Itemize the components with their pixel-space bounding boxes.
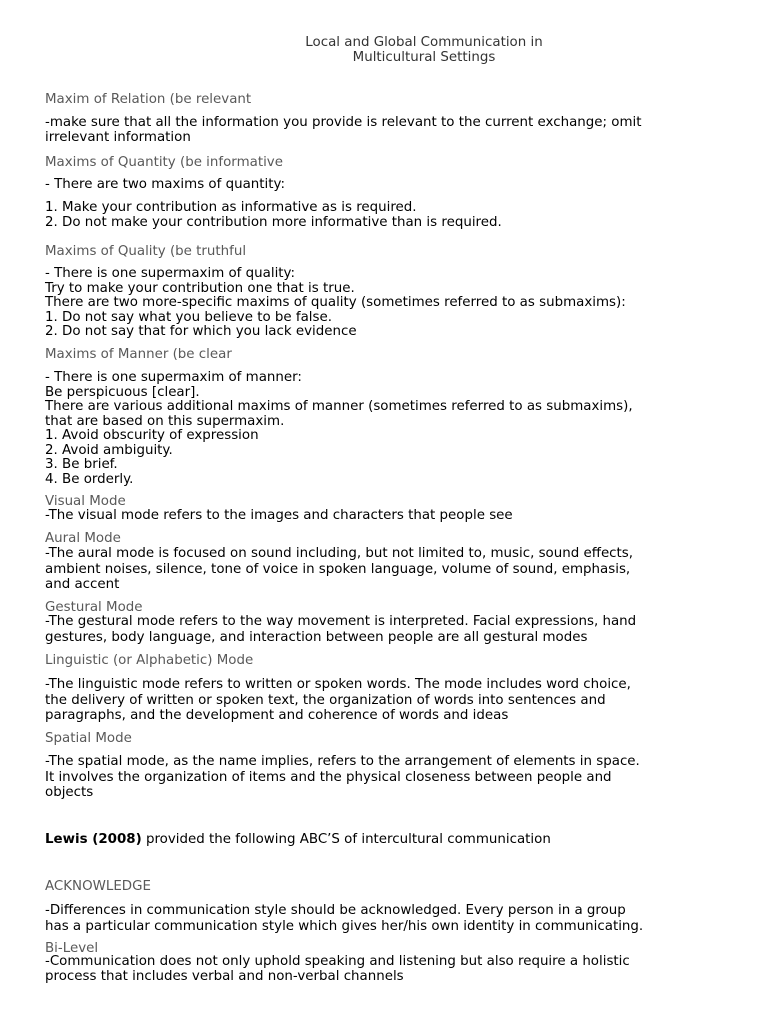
- quantity-line: 1. Make your contribution as informative as is required.: [45, 200, 417, 215]
- manner-line: that are based on this supermaxim.: [45, 413, 285, 429]
- quantity-intro-line: - There are two maxims of quantity:: [45, 177, 285, 192]
- title-line-2: Multicultural Settings: [352, 50, 496, 65]
- bilevel-line: -Communication does not only uphold speaking and listening but also require a holistic: [45, 954, 630, 969]
- manner-line: 1. Avoid obscurity of expression: [45, 428, 259, 443]
- aural-line: ambient noises, silence, tone of voice in spoken language, volume of sound, emphasis,: [45, 561, 631, 577]
- quality-line: Try to make your contribution one that is true.: [45, 280, 355, 296]
- relation-line: -make sure that all the information you provide is relevant to the current exchange; omit: [45, 115, 642, 130]
- page-title: [0, 35, 768, 65]
- acknowledge-line: -Differences in communication style should be acknowledged. Every person in a group: [45, 903, 626, 918]
- aural-text: [45, 546, 633, 593]
- quality-line: - There is one supermaxim of quality:: [45, 266, 296, 281]
- quality-line: 2. Do not say that for which you lack evidence: [45, 324, 357, 339]
- quality-line: There are two more-specific maxims of quality (sometimes referred to as submaxims):: [45, 295, 626, 310]
- spatial-heading: Spatial Mode: [45, 731, 132, 746]
- acknowledge-line: has a particular communication style which gives her/his own identity in communicating.: [45, 918, 644, 934]
- gestural-heading: Gestural Mode: [45, 600, 143, 615]
- quantity-list: [45, 201, 502, 230]
- aural-heading: Aural Mode: [45, 531, 121, 546]
- acknowledge-text: [45, 903, 643, 934]
- visual-line: -The visual mode refers to the images and characters that people see: [45, 508, 513, 523]
- manner-line: 4. Be orderly.: [45, 471, 134, 487]
- aural-line: and accent: [45, 577, 120, 592]
- gestural-line: gestures, body language, and interaction between people are all gestural modes: [45, 629, 588, 645]
- relation-heading: Maxim of Relation (be relevant: [45, 92, 252, 107]
- manner-line: - There is one supermaxim of manner:: [45, 370, 302, 385]
- relation-line: irrelevant information: [45, 129, 191, 145]
- spatial-line: It involves the organization of items and the physical closeness between people and: [45, 769, 612, 785]
- linguistic-line: -The linguistic mode refers to written or spoken words. The mode includes word choice,: [45, 677, 631, 692]
- manner-line: 2. Avoid ambiguity.: [45, 442, 173, 458]
- visual-text: [45, 509, 513, 524]
- linguistic-text: [45, 677, 631, 724]
- linguistic-line: the delivery of written or spoken text, the organization of words into sentences and: [45, 692, 606, 708]
- quantity-intro: [45, 178, 285, 193]
- title-line-1: Local and Global Communication in: [305, 35, 543, 50]
- quality-line: 1. Do not say what you believe to be false.: [45, 309, 332, 325]
- aural-line: -The aural mode is focused on sound including, but not limited to, music, sound effects,: [45, 546, 634, 561]
- bilevel-heading: Bi-Level: [45, 941, 99, 956]
- manner-line: 3. Be brief.: [45, 457, 118, 472]
- spatial-line: objects: [45, 785, 94, 800]
- lewis-citation: Lewis (2008): [45, 832, 142, 847]
- manner-heading: Maxims of Manner (be clear: [45, 347, 232, 362]
- visual-heading: Visual Mode: [45, 494, 126, 509]
- spatial-line: -The spatial mode, as the name implies, refers to the arrangement of elements in space.: [45, 754, 640, 769]
- acknowledge-heading: ACKNOWLEDGE: [45, 879, 151, 894]
- bilevel-text: [45, 955, 630, 984]
- relation-text: [45, 116, 641, 145]
- lewis-intro: [45, 832, 551, 847]
- quality-text: [45, 267, 626, 340]
- linguistic-heading: Linguistic (or Alphabetic) Mode: [45, 653, 254, 668]
- bilevel-line: process that includes verbal and non-verbal channels: [45, 968, 404, 984]
- quality-heading: Maxims of Quality (be truthful: [45, 244, 247, 259]
- lewis-text: provided the following ABC’S of intercultural communication: [141, 832, 551, 847]
- gestural-text: [45, 614, 636, 645]
- gestural-line: -The gestural mode refers to the way movement is interpreted. Facial expressions, hand: [45, 614, 637, 629]
- spatial-text: [45, 754, 640, 801]
- quantity-heading: Maxims of Quantity (be informative: [45, 155, 283, 170]
- linguistic-line: paragraphs, and the development and coherence of words and ideas: [45, 708, 509, 723]
- manner-text: [45, 371, 633, 487]
- quantity-line: 2. Do not make your contribution more informative than is required.: [45, 214, 502, 230]
- manner-line: Be perspicuous [clear].: [45, 384, 200, 400]
- manner-line: There are various additional maxims of manner (sometimes referred to as submaxims),: [45, 399, 633, 414]
